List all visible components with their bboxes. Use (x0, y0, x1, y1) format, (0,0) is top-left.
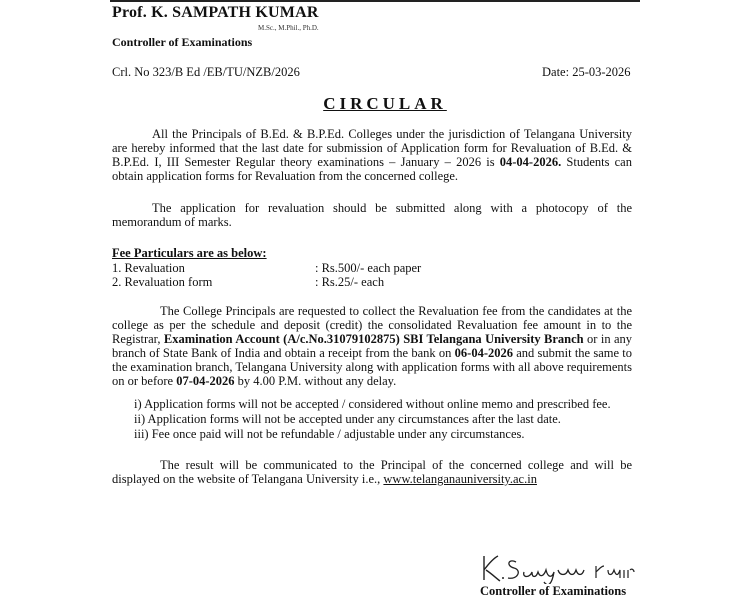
official-name: Prof. K. SAMPATH KUMAR (112, 4, 319, 21)
paragraph-fee-deposit: The College Principals are requested to collect the Revaluation fee from the candidates at the college as per the schedule and deposit (credit) the consolidated Revaluation fee amount in to the Registrar, Examination Account (A/c.No.31079102875) SBI Telangana University Branch or in any branch of State Bank of India and obtain a receipt from the bank on 06-04-2026 and submit the same to the examination branch, Telangana University along with application forms with all above requirements on or before 07-04-2026 by 4.00 P.M. without any delay. (112, 304, 633, 388)
paragraph-photocopy-requirement: The application for revaluation should be submitted along with a photocopy of the memorandum of marks. (112, 201, 632, 229)
condition-item: i) Application forms will not be accepted / considered without online memo and prescribed fee. (134, 397, 611, 411)
paragraph-revaluation-notice: All the Principals of B.Ed. & B.P.Ed. Colleges under the jurisdiction of Telangana University are hereby informed that the last date for submission of Application form for Revaluation of B.Ed. & B.P.Ed. I, III Semester Regular theory examinations – January – 2026 is 04-04-2026. Students can obtain application forms for Revaluation from the concerned college. (112, 127, 632, 183)
signature-designation: Controller of Examinations (480, 584, 627, 598)
official-qualifications: M.Sc., M.Phil., Ph.D. (258, 24, 319, 32)
university-website-link[interactable]: www.telanganauniversity.ac.in (383, 472, 537, 486)
last-date: 04-04-2026. (499, 155, 562, 169)
official-designation: Controller of Examinations (112, 35, 253, 49)
fee-row: 2. Revaluation form : Rs.25/- each (112, 275, 385, 289)
condition-item: iii) Fee once paid will not be refundable / adjustable under any circumstances. (134, 427, 525, 441)
circular-date: Date: 25-03-2026 (542, 65, 631, 79)
circular-title: CIRCULAR (323, 94, 447, 113)
circular-reference-number: Crl. No 323/B Ed /EB/TU/NZB/2026 (112, 65, 300, 79)
fee-heading: Fee Particulars are as below: (112, 246, 267, 260)
fee-row: 1. Revaluation : Rs.500/- each paper (112, 261, 422, 275)
signature-image (478, 548, 638, 584)
header-rule (110, 0, 640, 2)
paragraph-result-communication: The result will be communicated to the Principal of the concerned college and will be displayed on the website of Telangana University i.e., www.telanganauniversity.ac.in (112, 458, 632, 486)
condition-item: ii) Application forms will not be accepted under any circumstances after the last date. (134, 412, 561, 426)
